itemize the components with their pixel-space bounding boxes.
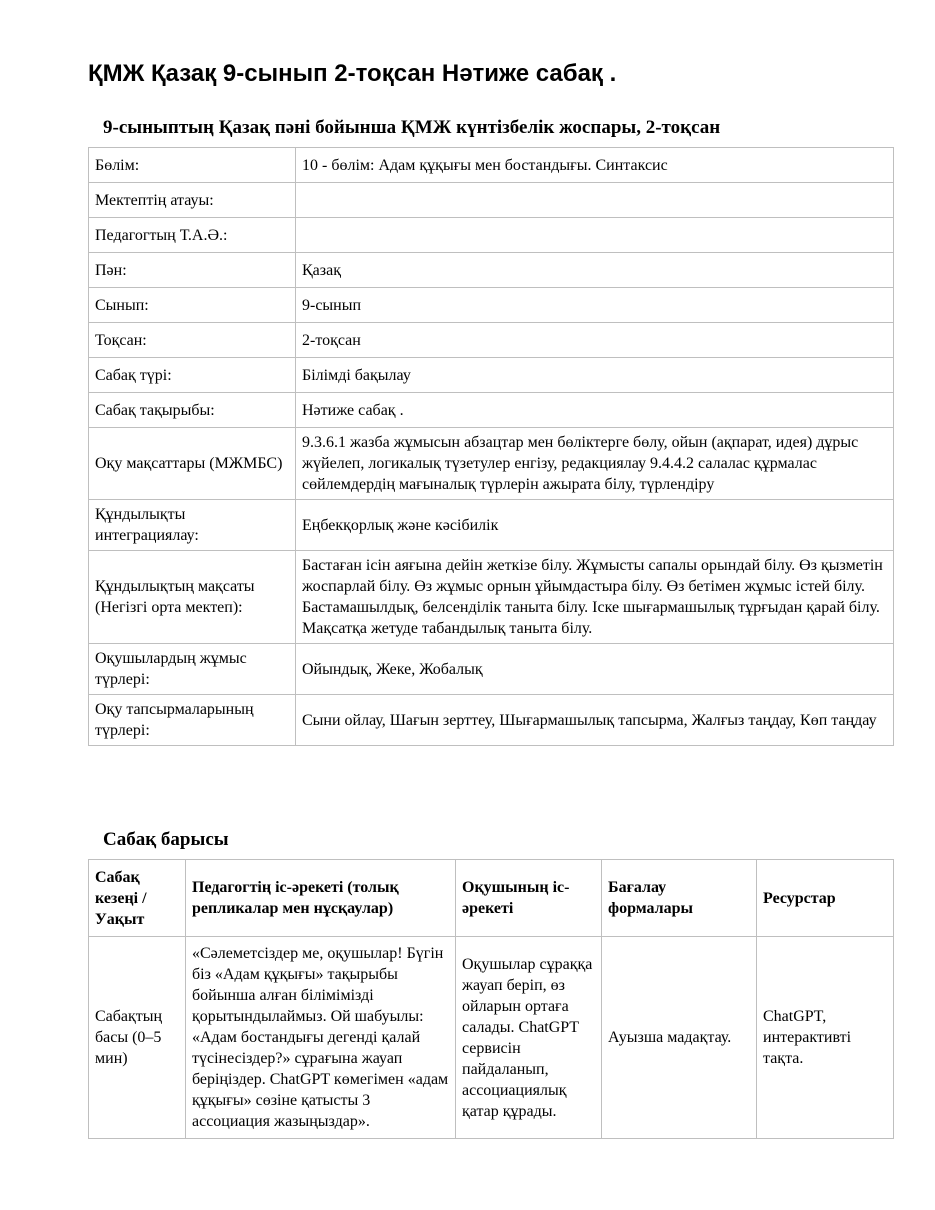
info-value: Бастаған ісін аяғына дейін жеткізе білу. Жұмысты сапалы орындай білу. Өз қызметін жоспарлай білу. Өз жұмыс орнын ұйымдастыра білу. Өз бетімен жұмыс істей білу. Бастамашылдық, белсенділік таныта білу. Іске шығармашылық тұрғыдан қарай білу. Мақсатқа жетуде табандылық таныта білу. bbox=[296, 551, 894, 644]
lesson-flow-heading: Сабақ барысы bbox=[103, 829, 229, 850]
info-label: Бөлім: bbox=[89, 148, 296, 183]
info-value: Ойындық, Жеке, Жобалық bbox=[296, 644, 894, 695]
info-value: Еңбекқорлық және кәсібилік bbox=[296, 500, 894, 551]
info-row-lesson-topic bbox=[89, 393, 894, 428]
assessment-cell: Ауызша мадақтау. bbox=[602, 937, 757, 1139]
info-label: Сабақ тақырыбы: bbox=[89, 393, 296, 428]
plan-subtitle: 9-сыныптың Қазақ пәні бойынша ҚМЖ күнтізбелік жоспары, 2-тоқсан bbox=[103, 117, 721, 138]
header-assessment: Бағалау формалары bbox=[602, 860, 757, 937]
header-student-activity: Оқушының іс-әрекеті bbox=[456, 860, 602, 937]
lesson-flow-header-row bbox=[89, 860, 894, 937]
info-value bbox=[296, 183, 894, 218]
info-label: Құндылықты интеграциялау: bbox=[89, 500, 296, 551]
header-resources: Ресурстар bbox=[757, 860, 894, 937]
info-value: Нәтиже сабақ . bbox=[296, 393, 894, 428]
lesson-flow-row bbox=[89, 937, 894, 1139]
info-row-quarter bbox=[89, 323, 894, 358]
info-value: 10 - бөлім: Адам құқығы мен бостандығы. Синтаксис bbox=[296, 148, 894, 183]
info-row-subject bbox=[89, 253, 894, 288]
info-label: Құндылықтың мақсаты (Негізгі орта мектеп): bbox=[89, 551, 296, 644]
info-value: Сыни ойлау, Шағын зерттеу, Шығармашылық тапсырма, Жалғыз таңдау, Көп таңдау bbox=[296, 695, 894, 746]
info-value: Білімді бақылау bbox=[296, 358, 894, 393]
document-title: ҚМЖ Қазақ 9-сынып 2-тоқсан Нәтиже сабақ . bbox=[88, 60, 617, 87]
info-row-lesson-type bbox=[89, 358, 894, 393]
header-teacher-activity: Педагогтің іс-әрекеті (толық репликалар мен нұсқаулар) bbox=[186, 860, 456, 937]
info-row-school bbox=[89, 183, 894, 218]
resources-cell: ChatGPT, интерактивті тақта. bbox=[757, 937, 894, 1139]
info-label: Оқу тапсырмаларының түрлері: bbox=[89, 695, 296, 746]
info-row-task-types bbox=[89, 695, 894, 746]
info-value: Қазақ bbox=[296, 253, 894, 288]
lesson-flow-table bbox=[88, 859, 894, 1139]
info-row-value-goal bbox=[89, 551, 894, 644]
info-value bbox=[296, 218, 894, 253]
info-row-learning-objectives bbox=[89, 428, 894, 500]
student-activity-cell: Оқушылар сұраққа жауап беріп, өз ойларын ортаға салады. ChatGPT сервисін пайдаланып, ассоциациялық қатар құрады. bbox=[456, 937, 602, 1139]
info-label: Оқу мақсаттары (МЖМБС) bbox=[89, 428, 296, 500]
info-row-work-types bbox=[89, 644, 894, 695]
info-label: Педагогтың Т.А.Ә.: bbox=[89, 218, 296, 253]
info-row-value-integration bbox=[89, 500, 894, 551]
info-label: Сабақ түрі: bbox=[89, 358, 296, 393]
info-label: Мектептің атауы: bbox=[89, 183, 296, 218]
stage-cell: Сабақтың басы (0–5 мин) bbox=[89, 937, 186, 1139]
info-row-teacher bbox=[89, 218, 894, 253]
lesson-info-table bbox=[88, 147, 894, 746]
info-value: 2-тоқсан bbox=[296, 323, 894, 358]
header-stage: Сабақ кезеңі / Уақыт bbox=[89, 860, 186, 937]
info-value: 9.3.6.1 жазба жұмысын абзацтар мен бөліктерге бөлу, ойын (ақпарат, идея) дұрыс жүйелеп, логикалық түзетулер енгізу, редакциялау 9.4.4.2 салалас құрмалас сөйлемдердің мағыналық түрлерін ажырата білу, түрлендіру bbox=[296, 428, 894, 500]
info-row-section bbox=[89, 148, 894, 183]
info-row-grade bbox=[89, 288, 894, 323]
info-label: Пән: bbox=[89, 253, 296, 288]
info-label: Сынып: bbox=[89, 288, 296, 323]
teacher-activity-cell: «Сәлеметсіздер ме, оқушылар! Бүгін біз «Адам құқығы» тақырыбы бойынша алған білімімізді қорытындылаймыз. Ой шабуылы: «Адам бостандығы дегенді қалай түсінесіздер?» сұрағына жауап беріңіздер. ChatGPT көмегімен «адам құқығы» сөзіне қатысты 3 ассоциация жазыңыздар». bbox=[186, 937, 456, 1139]
info-value: 9-сынып bbox=[296, 288, 894, 323]
info-label: Оқушылардың жұмыс түрлері: bbox=[89, 644, 296, 695]
info-label: Тоқсан: bbox=[89, 323, 296, 358]
